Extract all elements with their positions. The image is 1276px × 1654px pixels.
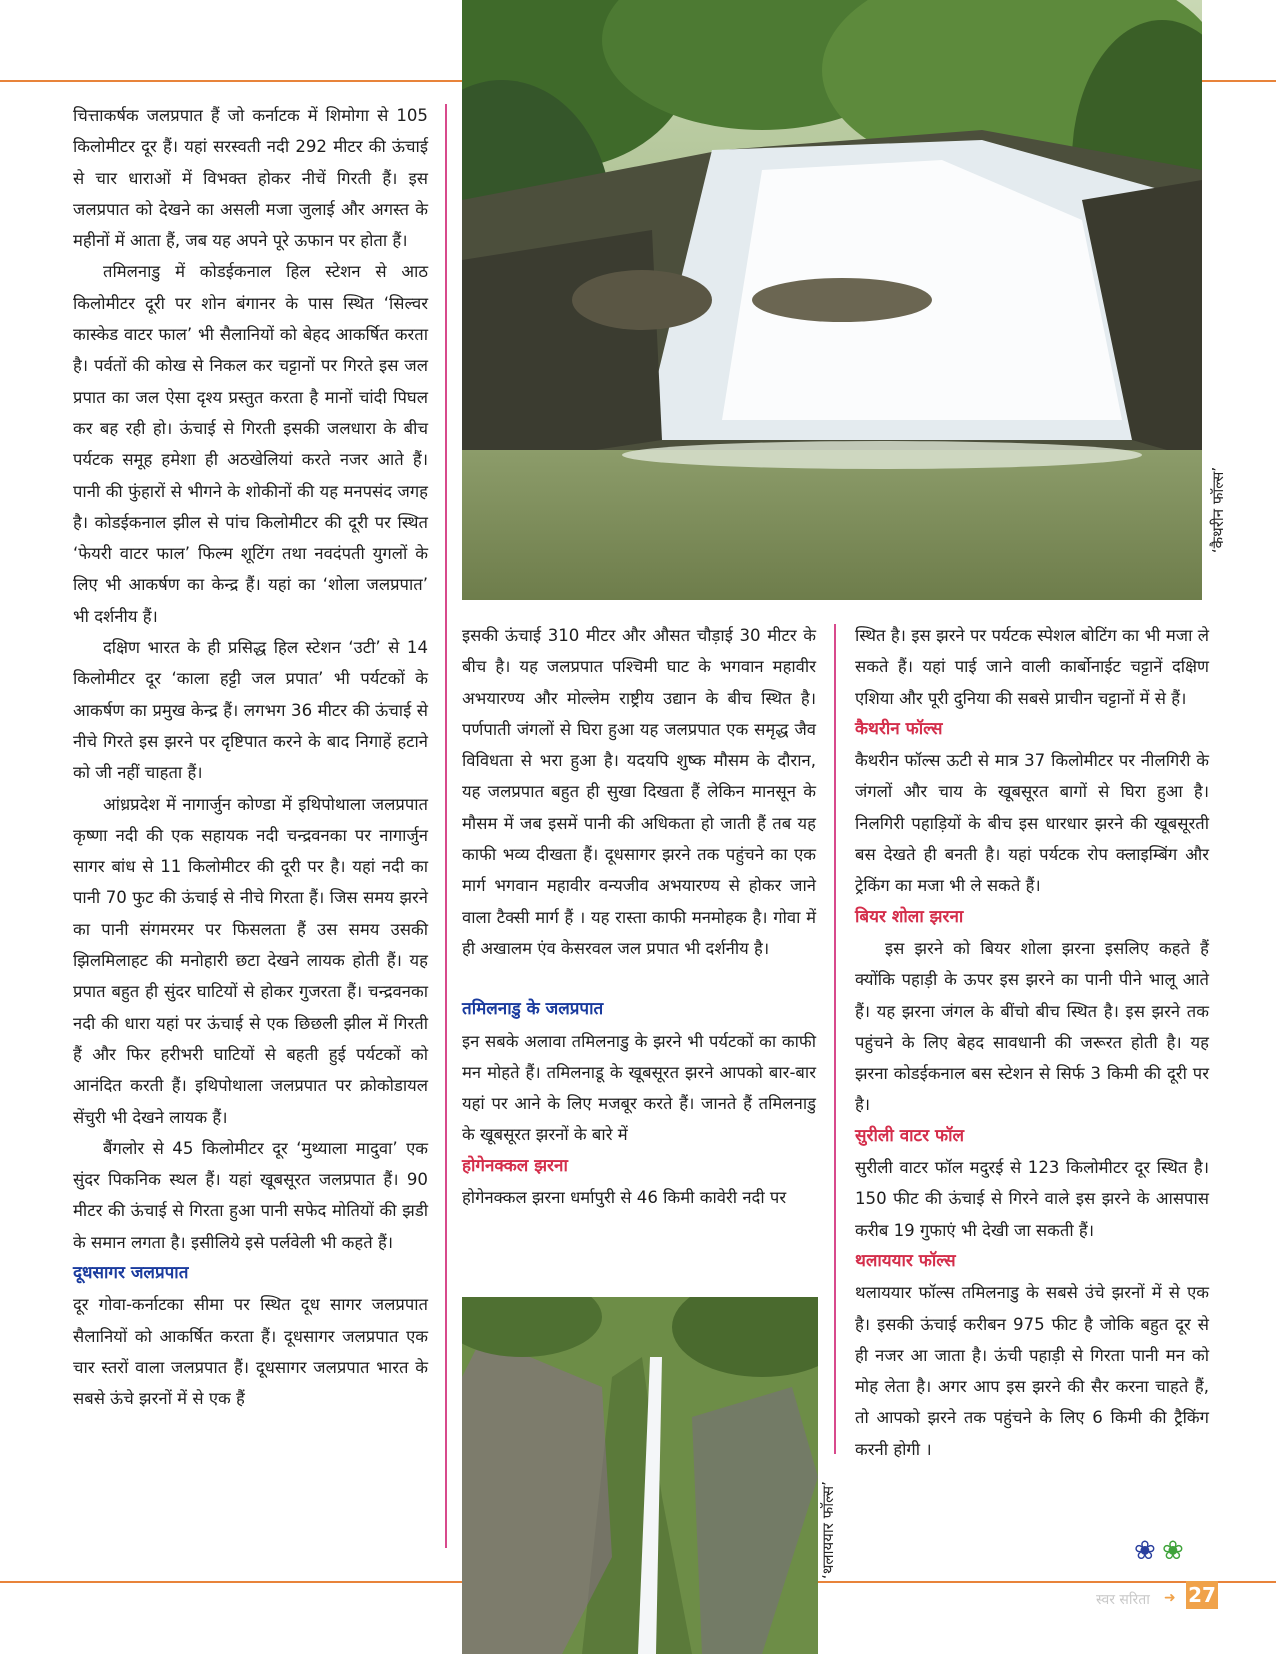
thalaiyar-falls-caption: ‘थलाययार फॉल्स’ [819,1481,837,1579]
catherine-falls-photo [462,0,1202,600]
right-paragraph-4: सुरीली वाटर फॉल मदुरई से 123 किलोमीटर दूर स्थित है। 150 फीट की ऊंचाई से गिरने वाले इस झरने के आसपास करीब 19 गुफाएं भी देखी जा सकती हैं। [855,1158,1209,1240]
catherine-falls-caption: ‘कैथरीन फॉल्स’ [1209,466,1227,554]
thalaiyar-falls-illustration [462,1297,818,1654]
section-spacer [462,964,816,994]
column-divider-right [834,624,836,1454]
left-paragraph-4: आंध्रप्रदेश में नागार्जुन कोण्डा में इथिपोथाला जलप्रपात कृष्णा नदी की एक सहायक नदी चन्द्रवनका पर नागार्जुन सागर बांध से 11 किलोमीटर की दूरी पर है। यहां नदी का पानी 70 फुट की ऊंचाई से नीचे गिरता हैं। जिस समय झरने का पानी संगमरमर पर फिसलता हैं उस समय उसकी झिलमिलाहट की मनोहारी छटा देखने लायक होती हैं। यह प्रपात बहुत ही सुंदर घाटियों से होकर गुजरता हैं। चन्द्रवनका नदी की धारा यहां पर ऊंचाई से एक छिछली झील में गिरती हैं और फिर हरीभरी घाटियों से बहती हुई पर्यटकों को आनंदित करती हैं। इथिपोथाला जलप्रपात पर क्रोकोडायल सेंचुरी भी देखने लायक हैं। [73,794,428,1127]
flower-ornament-icon-blue: ❀ [1134,1536,1156,1566]
middle-paragraph-2: इन सबके अलावा तमिलनाडु के झरने भी पर्यटकों का काफी मन मोहते हैं। तमिलनाडू के खूबसूरत झरने आपको बार-बार यहां पर आने के लिए मजबूर करते हैं। जानते हैं तमिलनाडु के खूबसूरत झरनों के बारे में [462,1031,816,1145]
thalaiyar-falls-photo [462,1297,818,1654]
right-paragraph-3: इस झरने को बियर शोला झरना इसलिए कहते हैं क्योंकि पहाड़ी के ऊपर इस झरने का पानी पीने भालू आते हैं। यह झरना जंगल के बींचो बीच स्थित है। इस झरने तक पहुंचने के लिए बेहद सावधानी की जरूरत होती है। यह झरना कोडईकनाल बस स्टेशन से सिर्फ 3 किमी की दूरी पर है। [855,938,1209,1115]
flower-ornament-icon-green: ❀ [1162,1536,1184,1566]
arrow-icon: ➜ [1164,1590,1176,1606]
heading-thalaiyar: थलाययार फॉल्स [855,1250,956,1271]
middle-paragraph-1: इसकी ऊंचाई 310 मीटर और औसत चौड़ाई 30 मीटर के बीच है। यह जलप्रपात पश्चिमी घाट के भगवान महावीर अभयारण्य और मोल्लेम राष्ट्रीय उद्यान के बीच स्थित है। पर्णपाती जंगलों से घिरा हुआ यह जलप्रपात एक समृद्ध जैव विविधता से भरा हुआ है। यदयपि शुष्क मौसम के दौरान, यह जलप्रपात बहुत ही सुखा दिखता हैं लेकिन मानसून के मौसम में जब इसमें पानी की अधिकता हो जाती हैं तब यह काफी भव्य दीखता हैं। दूधसागर झरने तक पहुंचने का एक मार्ग भगवान महावीर वन्यजीव अभयारण्य से होकर जाने वाला टैक्सी मार्ग हैं । यह रास्ता काफी मनमोहक है। गोवा में ही अखालम एंव केसरवल जल प्रपात भी दर्शनीय है। [462,626,816,958]
bottom-rule-left [0,1581,462,1583]
heading-suruli: सुरीली वाटर फॉल [855,1125,965,1146]
left-paragraph-6: दूर गोवा-कर्नाटका सीमा पर स्थित दूध सागर जलप्रपात सैलानियों को आकर्षित करता हैं। दूधसागर जलप्रपात एक चार स्तरों वाला जलप्रपात हैं। दूधसागर जलप्रपात भारत के सबसे ऊंचे झरनों में से एक हैं [73,1295,428,1409]
heading-catherine-falls: कैथरीन फॉल्स [855,718,943,739]
left-paragraph-3: दक्षिण भारत के ही प्रसिद्ध हिल स्टेशन ‘उटी’ से 14 किलोमीटर दूर ‘काला हट्टी जल प्रपात’ भी पर्यटकों के आकर्षण का प्रमुख केन्द्र हैं। लगभग 36 मीटर की ऊंचाई से नीचे गिरते इस झरने पर दृष्टिपात करने के बाद निगाहें हटाने को जी नहीं चाहता हैं। [73,638,428,783]
magazine-name: स्वर सरिता [1096,1592,1150,1608]
page-number: 27 [1186,1581,1218,1609]
heading-bear-shola: बियर शोला झरना [855,906,964,927]
left-paragraph-2: तमिलनाडु में कोडईकनाल हिल स्टेशन से आठ किलोमीटर दूरी पर शोन बंगानर के पास स्थित ‘सिल्वर कास्केड वाटर फाल’ भी सैलानियों को बेहद आकर्षित करता है। पर्वतों की कोख से निकल कर चट्टानों पर गिरते इस जल प्रपात का जल ऐसा दृश्य प्रस्तुत करता है मानों चांदी पिघल कर बह रही हो। ऊंचाई से गिरती इसकी जलधारा के बीच पर्यटक समूह हमेशा ही अठखेलियां करते नजर आते हैं। पानी की फुंहारों से भीगने के शोकीनों की यह मनपसंद जगह है। कोडईकनाल झील से पांच किलोमीटर की दूरी पर स्थित ‘फेयरी वाटर फाल’ फिल्म शूटिंग तथा नवदंपती युगलों के लिए भी आकर्षण का केन्द्र हैं। यहां का ‘शोला जलप्रपात’ भी दर्शनीय हैं। [73,262,428,626]
column-divider-left [445,104,447,1548]
right-paragraph-2: कैथरीन फॉल्स ऊटी से मात्र 37 किलोमीटर पर नीलगिरी के जंगलों और चाय के खूबसूरत बागों से घिरा हुआ है। निलगिरी पहाड़ियों के बीच इस धारधार झरने की खूबसूरती बस देखते ही बनती है। यहां पर्यटक रोप क्लाइम्बिंग और ट्रेकिंग का मजा भी ले सकते हैं। [855,751,1209,896]
heading-hogenakkal: होगेनक्कल झरना [462,1155,568,1176]
catherine-falls-illustration [462,0,1202,600]
heading-dudhsagar: दूधसागर जलप्रपात [73,1262,189,1283]
middle-column [462,620,816,1213]
right-paragraph-5: थलाययार फॉल्स तमिलनाडु के सबसे उंचे झरनों में से एक है। इसकी ऊंचाई करीबन 975 फीट है जोकि बहुत दूर से ही नजर आ जाता है। ऊंची पहाड़ी से गिरता पानी मन को मोह लेता है। अगर आप इस झरने की सैर करना चाहते हैं, तो आपको झरने तक पहुंचने के लिए 6 किमी की ट्रैकिंग करनी होगी । [855,1283,1210,1459]
left-paragraph-1: चित्ताकर्षक जलप्रपात हैं जो कर्नाटक में शिमोगा से 105 किलोमीटर दूर हैं। यहां सरस्वती नदी 292 मीटर की ऊंचाई से चार धाराओं में विभक्त होकर नीचें गिरती हैं। इस जलप्रपात को देखने का असली मजा जुलाई और अगस्त के महीनों में आता हैं, जब यह अपने पूरे ऊफान पर होता हैं। [73,106,428,251]
top-rule-left [0,80,462,82]
right-paragraph-1: स्थित है। इस झरने पर पर्यटक स्पेशल बोटिंग का भी मजा ले सकते हैं। यहां पाई जाने वाली कार्बोनाईट चट्टानें दक्षिण एशिया और पूरी दुनिया की सबसे प्राचीन चट्टानों में से हैं। [855,626,1209,708]
top-rule-right [1202,80,1276,82]
right-column [855,620,1209,1465]
heading-tamilnadu-waterfalls: तमिलनाडु के जलप्रपात [462,999,604,1020]
middle-paragraph-3: होगेनक्कल झरना धर्मापुरी से 46 किमी कावेरी नदी पर [462,1188,787,1208]
left-column [73,100,428,1414]
left-paragraph-5: बैंगलोर से 45 किलोमीटर दूर ‘मुथ्याला मादुवा’ एक सुंदर पिकनिक स्थल हैं। यहां खूबसूरत जलप्रपात हैं। 90 मीटर की ऊंचाई से गिरता हुआ पानी सफेद मोतियों की झडी के समान लगता है। इसीलिये इसे पर्लवेली भी कहते हैं। [73,1138,428,1252]
